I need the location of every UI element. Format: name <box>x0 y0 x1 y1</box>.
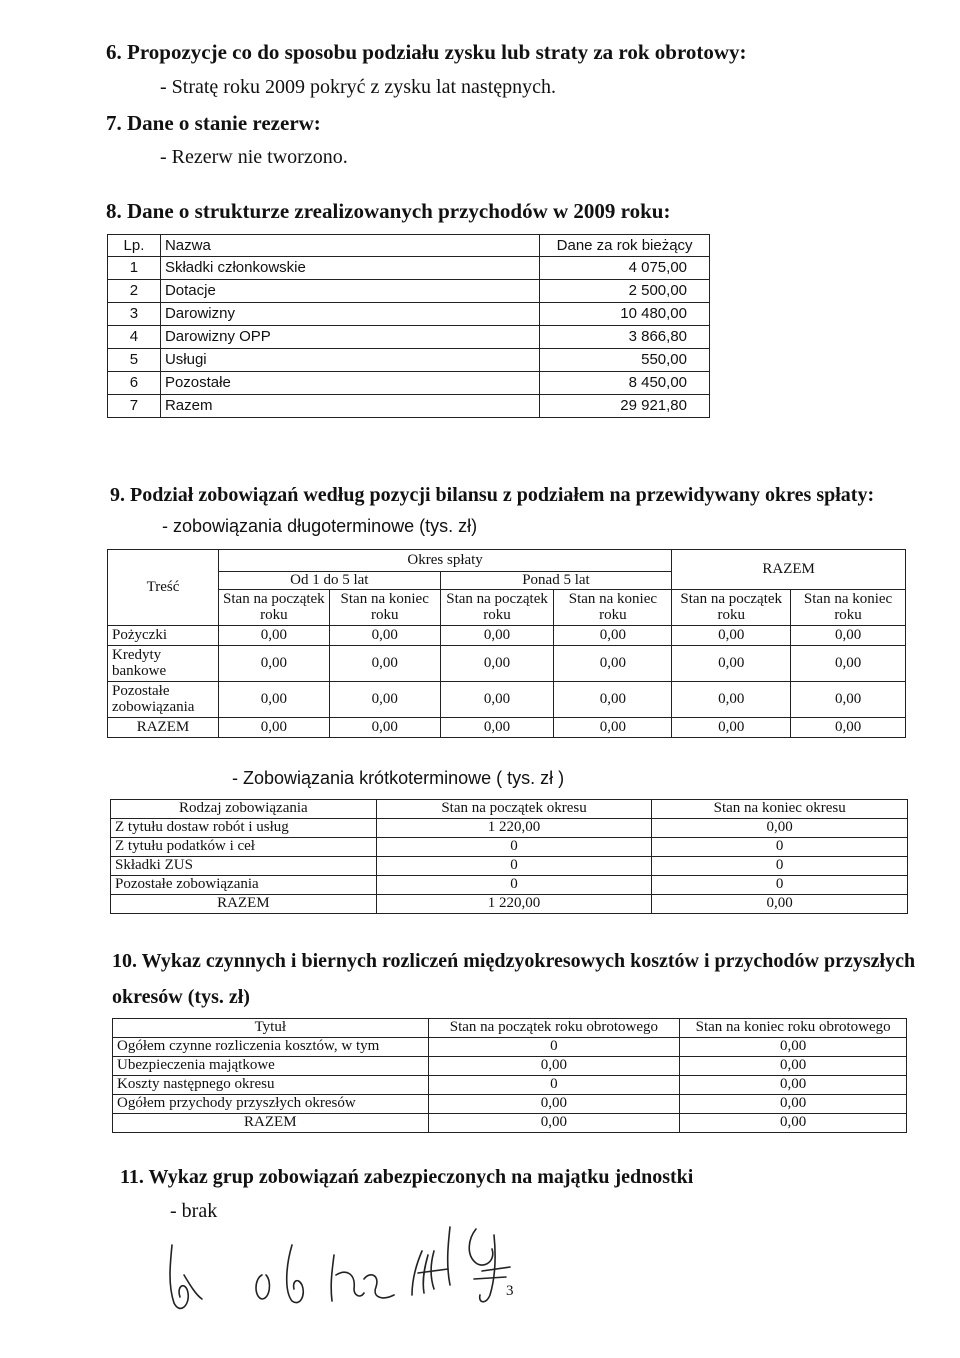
cell-value: 0,00 <box>554 626 672 646</box>
table-row <box>113 1076 907 1095</box>
accruals-table <box>112 1018 907 1133</box>
cell-value: 0,00 <box>791 626 906 646</box>
cell-value: 0,00 <box>218 718 329 738</box>
header-stan-koniec: Stan na koniec roku <box>329 590 440 626</box>
header-ponad-5-lat: Ponad 5 lat <box>440 572 672 590</box>
section-7-heading: 7. Dane o stanie rezerw: <box>106 111 321 135</box>
cell-value: 0,00 <box>791 682 906 718</box>
table-row <box>108 646 906 682</box>
row-value: 2 500,00 <box>540 280 710 303</box>
cell-value: 0,00 <box>672 718 791 738</box>
table-row <box>108 303 710 326</box>
cell-value: 0,00 <box>680 1114 907 1133</box>
row-label: Ubezpieczenia majątkowe <box>113 1057 429 1076</box>
header-stan-koniec: Stan na koniec roku <box>791 590 906 626</box>
header-od-1-do-5-lat: Od 1 do 5 lat <box>218 572 440 590</box>
cell-value: 0,00 <box>440 682 554 718</box>
cell-value: 0,00 <box>680 1076 907 1095</box>
cell-value: 0,00 <box>652 895 908 914</box>
cell-value: 0,00 <box>428 1114 680 1133</box>
header-dane: Dane za rok bieżący <box>540 235 710 257</box>
table-row <box>108 682 906 718</box>
row-label: RAZEM <box>111 895 377 914</box>
short-term-liabilities-table <box>110 799 908 914</box>
row-value: 8 450,00 <box>540 372 710 395</box>
row-label: Składki ZUS <box>111 857 377 876</box>
section-11-text: - brak <box>170 1200 218 1222</box>
table-row <box>108 349 710 372</box>
table-row-total <box>111 895 908 914</box>
table-row-total <box>108 395 710 418</box>
row-value: 550,00 <box>540 349 710 372</box>
row-label: RAZEM <box>108 718 219 738</box>
cell-value: 0,00 <box>218 626 329 646</box>
cell-value: 0,00 <box>791 718 906 738</box>
row-label: RAZEM <box>113 1114 429 1133</box>
cell-value: 0 <box>652 857 908 876</box>
row-name: Składki członkowskie <box>160 257 539 280</box>
row-name: Usługi <box>160 349 539 372</box>
header-tytul: Tytuł <box>113 1019 429 1038</box>
cell-value: 1 220,00 <box>376 895 652 914</box>
section-7-text: - Rezerw nie tworzono. <box>160 146 348 168</box>
row-number: 6 <box>108 372 161 395</box>
row-number: 7 <box>108 395 161 418</box>
section-9-long-term-subheading: - zobowiązania długoterminowe (tys. zł) <box>162 516 478 536</box>
table-row <box>111 838 908 857</box>
row-value: 4 075,00 <box>540 257 710 280</box>
cell-value: 0,00 <box>554 718 672 738</box>
row-number: 1 <box>108 257 161 280</box>
row-value: 10 480,00 <box>540 303 710 326</box>
cell-value: 0 <box>428 1076 680 1095</box>
row-name: Razem <box>160 395 539 418</box>
cell-value: 0,00 <box>329 646 440 682</box>
row-label: Pozostałe zobowiązania <box>108 682 219 718</box>
cell-value: 0,00 <box>218 646 329 682</box>
row-label: Kredyty bankowe <box>108 646 219 682</box>
cell-value: 0 <box>376 857 652 876</box>
revenue-structure-table <box>107 234 710 418</box>
section-10-heading-line1: 10. Wykaz czynnych i biernych rozliczeń międzyokresowych kosztów i przychodów przyszłych <box>112 950 916 972</box>
cell-value: 0,00 <box>680 1057 907 1076</box>
header-poczatek-roku: Stan na początek roku obrotowego <box>428 1019 680 1038</box>
page-number: 3 <box>506 1283 514 1299</box>
table-row <box>108 257 710 280</box>
table-row-total <box>113 1114 907 1133</box>
cell-value: 0 <box>428 1038 680 1057</box>
header-stan-poczatek: Stan na początek roku <box>218 590 329 626</box>
table-row <box>111 876 908 895</box>
header-poczatek: Stan na początek okresu <box>376 800 652 819</box>
table-row <box>113 1038 907 1057</box>
table-row <box>108 326 710 349</box>
header-stan-poczatek: Stan na początek roku <box>672 590 791 626</box>
section-8-heading: 8. Dane o strukturze zrealizowanych przychodów w 2009 roku: <box>106 199 671 223</box>
row-label: Z tytułu dostaw robót i usług <box>111 819 377 838</box>
row-label: Pożyczki <box>108 626 219 646</box>
cell-value: 0,00 <box>791 646 906 682</box>
cell-value: 0,00 <box>672 682 791 718</box>
cell-value: 0,00 <box>652 819 908 838</box>
row-value: 29 921,80 <box>540 395 710 418</box>
section-10-heading-line2: okresów (tys. zł) <box>112 986 250 1008</box>
row-number: 2 <box>108 280 161 303</box>
cell-value: 0,00 <box>428 1095 680 1114</box>
header-koniec: Stan na koniec okresu <box>652 800 908 819</box>
table-row-total <box>108 718 906 738</box>
header-nazwa: Nazwa <box>160 235 539 257</box>
cell-value: 0 <box>652 876 908 895</box>
row-label: Ogółem czynne rozliczenia kosztów, w tym <box>113 1038 429 1057</box>
cell-value: 0,00 <box>329 682 440 718</box>
row-name: Darowizny <box>160 303 539 326</box>
table-row <box>111 819 908 838</box>
cell-value: 0,00 <box>554 646 672 682</box>
header-okres-splaty: Okres spłaty <box>218 550 671 572</box>
row-name: Pozostałe <box>160 372 539 395</box>
section-6-text: - Stratę roku 2009 pokryć z zysku lat następnych. <box>160 76 557 98</box>
row-name: Dotacje <box>160 280 539 303</box>
row-label: Ogółem przychody przyszłych okresów <box>113 1095 429 1114</box>
cell-value: 0,00 <box>680 1038 907 1057</box>
cell-value: 0,00 <box>440 646 554 682</box>
header-koniec-roku: Stan na koniec roku obrotowego <box>680 1019 907 1038</box>
cell-value: 0,00 <box>428 1057 680 1076</box>
cell-value: 1 220,00 <box>376 819 652 838</box>
table-row <box>113 1095 907 1114</box>
table-row <box>108 280 710 303</box>
row-name: Darowizny OPP <box>160 326 539 349</box>
cell-value: 0,00 <box>672 626 791 646</box>
cell-value: 0 <box>376 876 652 895</box>
row-number: 4 <box>108 326 161 349</box>
table-header-row <box>108 235 710 257</box>
cell-value: 0,00 <box>440 626 554 646</box>
cell-value: 0,00 <box>329 626 440 646</box>
table-row <box>113 1057 907 1076</box>
long-term-liabilities-table <box>107 549 906 738</box>
section-6-heading: 6. Propozycje co do sposobu podziału zysku lub straty za rok obrotowy: <box>106 40 747 64</box>
table-row <box>108 626 906 646</box>
cell-value: 0 <box>376 838 652 857</box>
cell-value: 0,00 <box>329 718 440 738</box>
cell-value: 0,00 <box>554 682 672 718</box>
header-stan-koniec: Stan na koniec roku <box>554 590 672 626</box>
row-value: 3 866,80 <box>540 326 710 349</box>
header-razem: RAZEM <box>672 550 906 590</box>
section-11-heading: 11. Wykaz grup zobowiązań zabezpieczonych na majątku jednostki <box>120 1166 694 1188</box>
header-rodzaj: Rodzaj zobowiązania <box>111 800 377 819</box>
row-label: Pozostałe zobowiązania <box>111 876 377 895</box>
cell-value: 0,00 <box>672 646 791 682</box>
table-row <box>111 857 908 876</box>
row-number: 3 <box>108 303 161 326</box>
row-label: Koszty następnego okresu <box>113 1076 429 1095</box>
cell-value: 0,00 <box>680 1095 907 1114</box>
row-label: Z tytułu podatków i ceł <box>111 838 377 857</box>
header-lp: Lp. <box>108 235 161 257</box>
handwritten-signature <box>150 1215 570 1325</box>
cell-value: 0,00 <box>218 682 329 718</box>
cell-value: 0,00 <box>440 718 554 738</box>
table-row <box>108 372 710 395</box>
cell-value: 0 <box>652 838 908 857</box>
row-number: 5 <box>108 349 161 372</box>
header-tresc: Treść <box>108 550 219 626</box>
section-9-heading: 9. Podział zobowiązań według pozycji bilansu z podziałem na przewidywany okres spłaty: <box>110 484 875 506</box>
section-9-short-term-subheading: - Zobowiązania krótkoterminowe ( tys. zł ) <box>232 768 565 788</box>
header-stan-poczatek: Stan na początek roku <box>440 590 554 626</box>
